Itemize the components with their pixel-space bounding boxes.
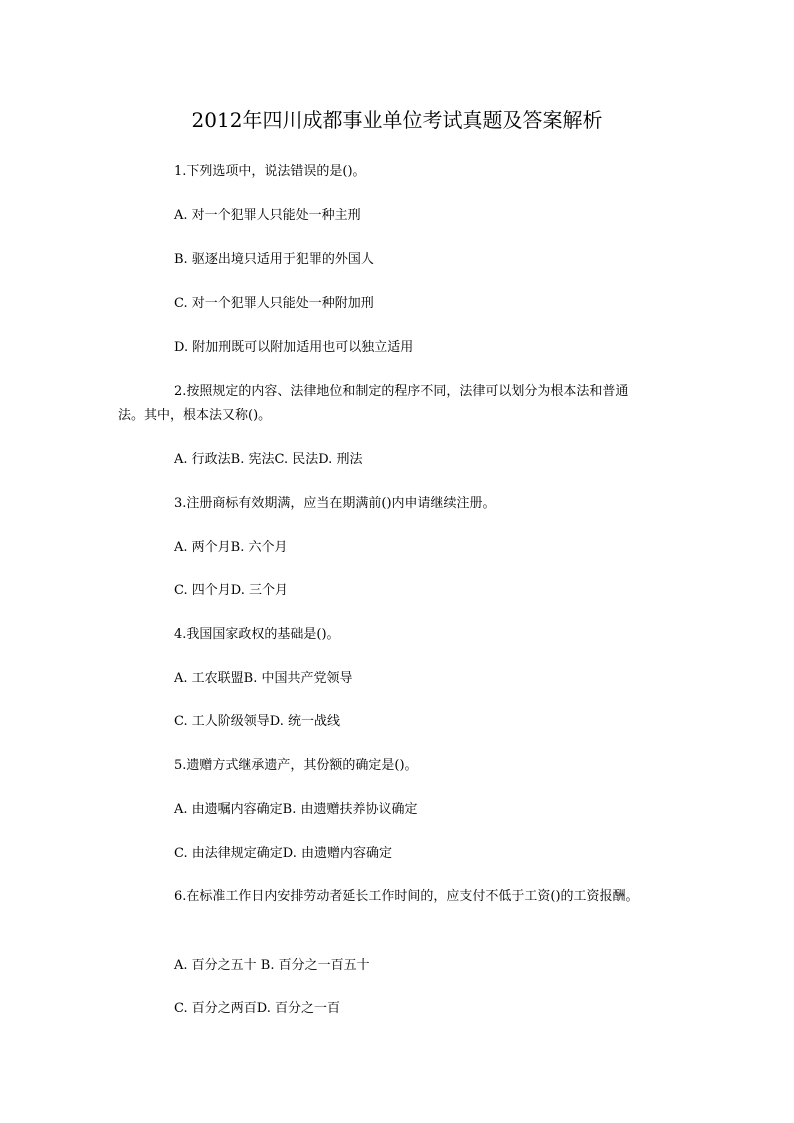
question-5-options-ab: A. 由遗嘱内容确定B. 由遗赠扶养协议确定	[174, 802, 418, 817]
question-3-options-ab: A. 两个月B. 六个月	[174, 540, 288, 555]
question-5: 5.遗赠方式继承遗产，其份额的确定是()。	[174, 758, 418, 773]
question-3: 3.注册商标有效期满，应当在期满前()内申请继续注册。	[174, 496, 496, 511]
question-1: 1.下列选项中，说法错误的是()。	[174, 164, 366, 179]
question-1-option-c: C. 对一个犯罪人只能处一种附加刑	[174, 296, 374, 311]
question-6-options-cd: C. 百分之两百D. 百分之一百	[174, 1001, 340, 1016]
question-4-options-ab: A. 工农联盟B. 中国共产党领导	[174, 671, 353, 686]
question-1-option-a: A. 对一个犯罪人只能处一种主刑	[174, 208, 361, 223]
question-2-continued: 法。其中，根本法又称()。	[118, 408, 272, 423]
question-6: 6.在标准工作日内安排劳动者延长工作时间的，应支付不低于工资()的工资报酬。	[174, 889, 639, 904]
question-1-option-b: B. 驱逐出境只适用于犯罪的外国人	[174, 252, 374, 267]
question-5-options-cd: C. 由法律规定确定D. 由遗赠内容确定	[174, 846, 392, 861]
question-6-options-ab: A. 百分之五十 B. 百分之一百五十	[174, 958, 370, 973]
question-2-options: A. 行政法B. 宪法C. 民法D. 刑法	[174, 452, 363, 467]
question-3-options-cd: C. 四个月D. 三个月	[174, 583, 288, 598]
question-1-option-d: D. 附加刑既可以附加适用也可以独立适用	[174, 340, 414, 355]
question-4-options-cd: C. 工人阶级领导D. 统一战线	[174, 714, 340, 729]
question-4: 4.我国国家政权的基础是()。	[174, 627, 340, 642]
question-2: 2.按照规定的内容、法律地位和制定的程序不同，法律可以划分为根本法和普通	[174, 384, 629, 399]
document-title: 2012年四川成都事业单位考试真题及答案解析	[191, 108, 603, 132]
